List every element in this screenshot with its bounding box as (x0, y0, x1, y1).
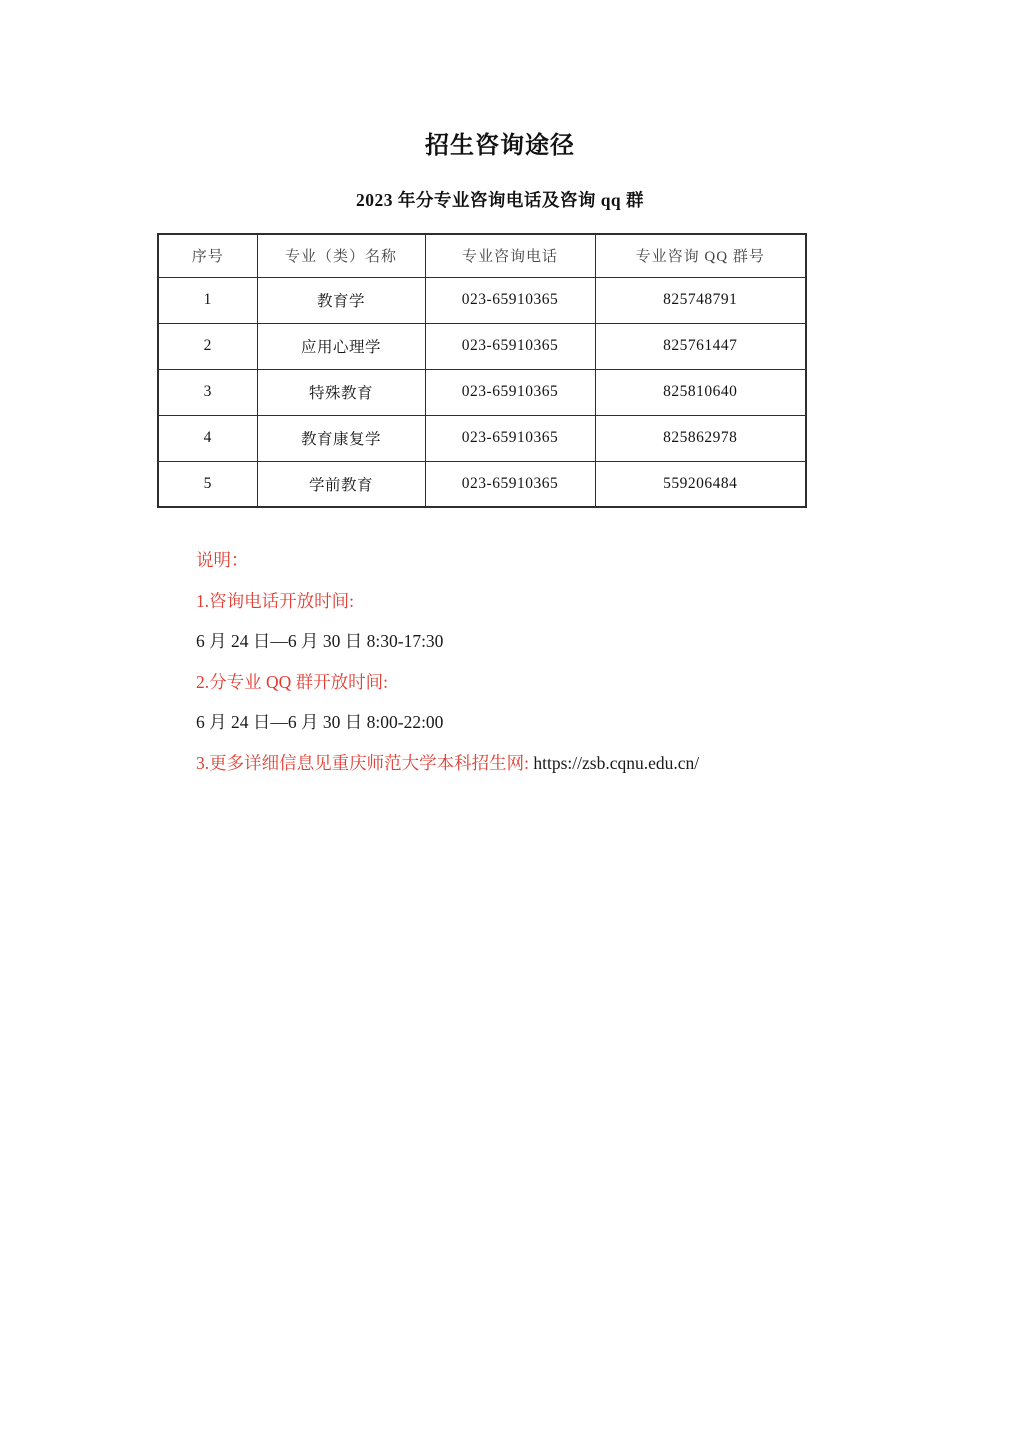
col-header-qq-group: 专业咨询 QQ 群号 (595, 234, 806, 277)
col-header-major-name: 专业（类）名称 (257, 234, 425, 277)
cell-phone: 023-65910365 (425, 369, 595, 415)
table-row (158, 277, 806, 323)
cell-qq-group: 825761447 (595, 323, 806, 369)
notes-heading: 说明： (196, 550, 249, 570)
page-subtitle: 2023 年分专业咨询电话及咨询 qq 群 (355, 190, 645, 210)
cell-index: 5 (158, 461, 257, 507)
cell-major-name: 学前教育 (257, 461, 425, 507)
table-row (158, 461, 806, 507)
note-red-text: 1.咨询电话开放时间: (196, 590, 354, 611)
cell-index: 2 (158, 323, 257, 369)
consultation-table (157, 233, 807, 508)
cell-phone: 023-65910365 (425, 277, 595, 323)
cell-qq-group: 825862978 (595, 415, 806, 461)
cell-phone: 023-65910365 (425, 323, 595, 369)
note-line-1 (196, 581, 836, 622)
note-line-4 (196, 702, 836, 743)
note-line-2 (196, 621, 836, 662)
note-line-3 (196, 662, 836, 703)
col-header-phone: 专业咨询电话 (425, 234, 595, 277)
cell-qq-group: 559206484 (595, 461, 806, 507)
admissions-site-url: https://zsb.cqnu.edu.cn/ (529, 752, 700, 773)
note-black-text: 6 月 24 日—6 月 30 日 8:00-22:00 (196, 712, 444, 732)
table-row (158, 369, 806, 415)
cell-major-name: 特殊教育 (257, 369, 425, 415)
cell-qq-group: 825810640 (595, 369, 806, 415)
notes-heading-line (196, 540, 836, 581)
table-row (158, 415, 806, 461)
note-black-text: 6 月 24 日—6 月 30 日 8:30-17:30 (196, 631, 444, 651)
notes-section (196, 540, 836, 783)
cell-index: 3 (158, 369, 257, 415)
cell-phone: 023-65910365 (425, 461, 595, 507)
note-red-text: 3.更多详细信息见重庆师范大学本科招生网: (196, 752, 529, 773)
cell-index: 1 (158, 277, 257, 323)
cell-qq-group: 825748791 (595, 277, 806, 323)
col-header-index: 序号 (158, 234, 257, 277)
page-title: 招生咨询途径 (425, 132, 575, 159)
cell-phone: 023-65910365 (425, 415, 595, 461)
table-header-row (158, 234, 806, 277)
note-red-text: 2.分专业 QQ 群开放时间: (196, 671, 389, 692)
note-line-5 (196, 743, 836, 784)
cell-index: 4 (158, 415, 257, 461)
table-row (158, 323, 806, 369)
cell-major-name: 应用心理学 (257, 323, 425, 369)
cell-major-name: 教育康复学 (257, 415, 425, 461)
cell-major-name: 教育学 (257, 277, 425, 323)
